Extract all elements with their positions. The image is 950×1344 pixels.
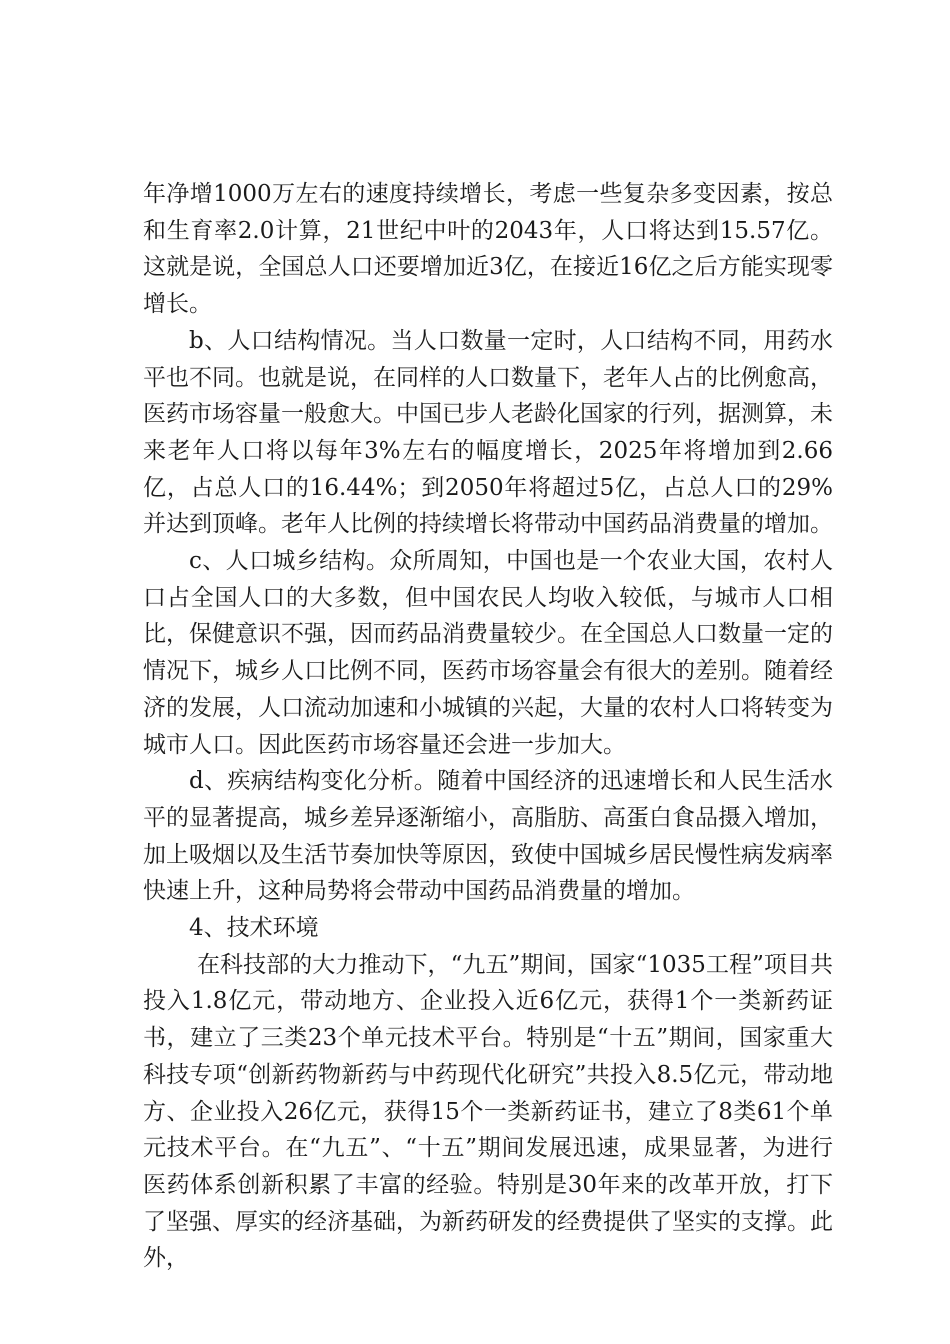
- paragraph-urban-rural-structure: c、人口城乡结构。众所周知，中国也是一个农业大国，农村人口占全国人口的大多数，但中国农民人均收入较低，与城市人口相比，保健意识不强，因而药品消费量较少。在全国总人口数量一定的情况下，城乡人口比例不同，医药市场容量会有很大的差别。随着经济的发展，人口流动加速和小城镇的兴起，大量的农村人口将转变为城市人口。因此医药市场容量还会进一步加大。: [143, 548, 833, 758]
- paragraph-technology-environment: 在科技部的大力推动下，“九五”期间，国家“1035工程”项目共投入1.8亿元，带动地方、企业投入近6亿元，获得1个一类新药证书，建立了三类23个单元技术平台。特别是“十五”期间，国家重大科技专项“创新药物新药与中药现代化研究”共投入8.5亿元，带动地方、企业投入26亿元，获得15个一类新药证书，建立了8类61个单元技术平台。在“九五”、“十五”期间发展迅速，成果显著，为进行医药体系创新积累了丰富的经验。特别是30年来的改革开放，打下了坚强、厚实的经济基础，为新药研发的经费提供了坚实的支撑。此外，: [143, 951, 833, 1272]
- paragraph-population-growth: 年净增1000万左右的速度持续增长，考虑一些复杂多变因素，按总和生育率2.0计算，21世纪中叶的2043年，人口将达到15.57亿。这就是说，全国总人口还要增加近3亿，在接近16亿之后方能实现零增长。: [143, 181, 833, 318]
- section-heading-technology: 4、技术环境: [189, 915, 319, 942]
- paragraph-population-structure: b、人口结构情况。当人口数量一定时，人口结构不同，用药水平也不同。也就是说，在同样的人口数量下，老年人占的比例愈高，医药市场容量一般愈大。中国已步人老龄化国家的行列，据测算，未来老年人口将以每年3%左右的幅度增长，2025年将增加到2.66亿，占总人口的16.44%；到2050年将超过5亿，占总人口的29%并达到顶峰。老年人比例的持续增长将带动中国药品消费量的增加。: [143, 327, 833, 538]
- document-body: [143, 176, 833, 1277]
- paragraph-disease-structure: d、疾病结构变化分析。随着中国经济的迅速增长和人民生活水平的显著提高，城乡差异逐渐缩小，高脂肪、高蛋白食品摄入增加，加上吸烟以及生活节奏加快等原因，致使中国城乡居民慢性病发病率快速上升，这种局势将会带动中国药品消费量的增加。: [143, 768, 833, 905]
